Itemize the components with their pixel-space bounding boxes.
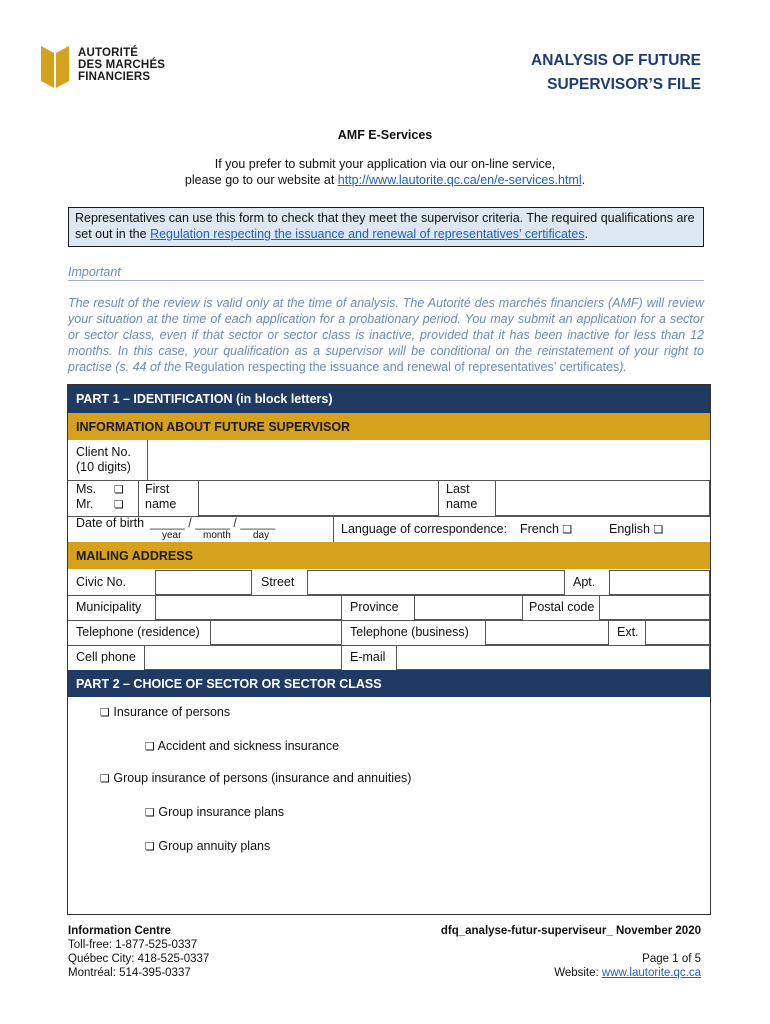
footer-tollfree: Toll-free: 1-877-525-0337 xyxy=(68,939,198,951)
street-label: Street xyxy=(261,575,295,589)
option-label: Insurance of persons xyxy=(113,705,231,719)
apt-label: Apt. xyxy=(573,575,596,589)
option-label: Group annuity plans xyxy=(158,839,271,853)
divider xyxy=(138,480,139,516)
eservices-line-2 xyxy=(0,172,770,188)
ms-checkbox[interactable]: ❏ xyxy=(114,483,124,496)
province-input[interactable] xyxy=(414,595,523,620)
client-no-line-2: (10 digits) xyxy=(76,460,131,474)
client-no-label xyxy=(76,445,131,475)
eservices-link[interactable]: http://www.lautorite.qc.ca/en/e-services.html xyxy=(337,173,582,187)
mr-option[interactable] xyxy=(76,497,93,512)
english-label: English xyxy=(609,522,650,536)
footer-code: dfq_analyse-futur-superviseur_ November 2020 xyxy=(440,925,701,937)
logo-line-3: FINANCIERS xyxy=(78,71,151,83)
option-label: Group insurance of persons (insurance and annuities) xyxy=(113,771,412,785)
language-label: Language of correspondence: xyxy=(341,522,508,536)
postal-label: Postal code xyxy=(529,600,595,614)
english-checkbox[interactable]: ❏ xyxy=(653,523,664,536)
municipality-label: Municipality xyxy=(76,600,142,614)
footer-quebec: Québec City: 418-525-0337 xyxy=(68,953,210,965)
document-title xyxy=(531,49,701,97)
logo-line-1: AUTORITÉ xyxy=(78,47,139,59)
last-name-input[interactable] xyxy=(495,480,710,516)
civic-input[interactable] xyxy=(155,570,252,595)
tel-bus-input[interactable] xyxy=(485,620,609,645)
footer-page: Page 1 of 5 xyxy=(642,953,701,965)
civic-label: Civic No. xyxy=(76,575,127,589)
option-group-insurance-plans[interactable] xyxy=(145,805,284,819)
ms-label: Ms. xyxy=(76,482,97,496)
mr-checkbox[interactable]: ❏ xyxy=(114,498,124,511)
important-end: ). xyxy=(619,360,627,374)
first-line-1: First xyxy=(145,482,170,496)
french-option[interactable] xyxy=(520,522,572,537)
first-line-2: name xyxy=(145,497,177,511)
last-name-label xyxy=(446,482,477,512)
eservices-title: AMF E-Services xyxy=(337,128,433,142)
footer-spacer xyxy=(441,938,701,952)
amf-logo xyxy=(40,44,180,92)
part1-header: PART 1 – IDENTIFICATION (in block letters) xyxy=(68,385,710,413)
divider xyxy=(333,516,334,542)
important-heading: Important xyxy=(68,265,704,281)
municipality-input[interactable] xyxy=(155,595,342,620)
first-name-input[interactable] xyxy=(198,480,439,516)
option-insurance-of-persons[interactable] xyxy=(100,705,230,719)
dob-year-label: year xyxy=(162,530,182,541)
tel-res-input[interactable] xyxy=(210,620,342,645)
notice-text: Representatives can use this form to check that they meet the supervisor criteria. The required qualifications are set out in the xyxy=(75,211,695,241)
logo-line-2: DES MARCHÉS xyxy=(78,59,166,71)
footer-website-link[interactable]: www.lautorite.qc.ca xyxy=(601,967,701,979)
eservices-line-1: If you prefer to submit your application via our on-line service, xyxy=(214,157,556,171)
footer-contact xyxy=(68,924,209,980)
ext-label: Ext. xyxy=(617,625,639,639)
french-checkbox[interactable]: ❏ xyxy=(562,523,573,536)
checkbox[interactable]: ❏ xyxy=(100,706,110,719)
option-label: Accident and sickness insurance xyxy=(157,739,340,753)
application-form xyxy=(67,384,711,915)
dob-day-label: day xyxy=(253,530,270,541)
client-no-line-1: Client No. xyxy=(76,445,131,459)
checkbox[interactable]: ❏ xyxy=(145,806,155,819)
first-name-label xyxy=(145,482,176,512)
important-regulation: Regulation respecting the issuance and renewal of representatives’ certificates xyxy=(184,360,620,374)
province-label: Province xyxy=(350,600,399,614)
footer-montreal: Montréal: 514-395-0337 xyxy=(68,967,191,979)
dob-month-label: month xyxy=(203,530,231,541)
tel-res-label: Telephone (residence) xyxy=(76,625,200,639)
dob-label: Date of birth xyxy=(76,516,145,530)
regulation-link[interactable]: Regulation respecting the issuance and renewal of representatives’ certificates xyxy=(150,227,585,241)
checkbox[interactable]: ❏ xyxy=(100,772,110,785)
option-label: Group insurance plans xyxy=(158,805,285,819)
last-line-2: name xyxy=(446,497,478,511)
notice-box xyxy=(68,207,704,247)
apt-input[interactable] xyxy=(609,570,710,595)
ext-input[interactable] xyxy=(645,620,710,645)
title-line-2: SUPERVISOR’S FILE xyxy=(547,76,701,93)
cell-label: Cell phone xyxy=(76,650,136,664)
email-input[interactable] xyxy=(396,645,710,670)
footer-website-label: Website: xyxy=(554,967,602,979)
option-accident-sickness[interactable] xyxy=(145,739,339,753)
client-no-input[interactable] xyxy=(148,440,710,480)
dob-input[interactable]: _____ / _____ / _____ xyxy=(150,516,276,530)
french-label: French xyxy=(520,522,559,536)
english-option[interactable] xyxy=(609,522,663,537)
street-input[interactable] xyxy=(307,570,565,595)
cell-input[interactable] xyxy=(144,645,342,670)
important-text xyxy=(68,295,704,375)
option-group-insurance[interactable] xyxy=(100,771,411,785)
checkbox[interactable]: ❏ xyxy=(145,840,155,853)
notice-suffix: . xyxy=(584,227,589,241)
title-line-1: ANALYSIS OF FUTURE xyxy=(531,52,701,69)
amf-logo-mark xyxy=(40,44,74,90)
footer-meta xyxy=(441,924,701,980)
important-body: The result of the review is valid only at the time of analysis. The Autorité des marchés financiers (AMF) will review your situation at the time of each application for a probationary period. You may submit an application for a sector or sector class, even if that sector or sector class is inactive, provided that it has been inactive for less than 12 months. In this case, your qualification as a supervisor will be conditional on the reinstatement of your right to practise (s. 44 of the xyxy=(68,296,704,374)
footer-website xyxy=(441,966,701,980)
divider xyxy=(68,620,710,621)
part2-header: PART 2 – CHOICE OF SECTOR OR SECTOR CLASS xyxy=(68,670,710,697)
tel-bus-label: Telephone (business) xyxy=(350,625,469,639)
email-label: E-mail xyxy=(350,650,386,664)
logo-text xyxy=(78,47,165,83)
checkbox[interactable]: ❏ xyxy=(145,740,155,753)
eservices-suffix: . xyxy=(581,173,586,187)
info-header: INFORMATION ABOUT FUTURE SUPERVISOR xyxy=(68,413,710,440)
postal-input[interactable] xyxy=(599,595,710,620)
mr-label: Mr. xyxy=(76,497,94,511)
ms-option[interactable] xyxy=(76,482,96,497)
mailing-header: MAILING ADDRESS xyxy=(68,542,710,569)
option-group-annuity-plans[interactable] xyxy=(145,839,270,853)
last-line-1: Last xyxy=(446,482,470,496)
footer-centre: Information Centre xyxy=(68,925,171,937)
eservices-text xyxy=(0,156,770,188)
eservices-prefix: please go to our website at xyxy=(184,173,338,187)
